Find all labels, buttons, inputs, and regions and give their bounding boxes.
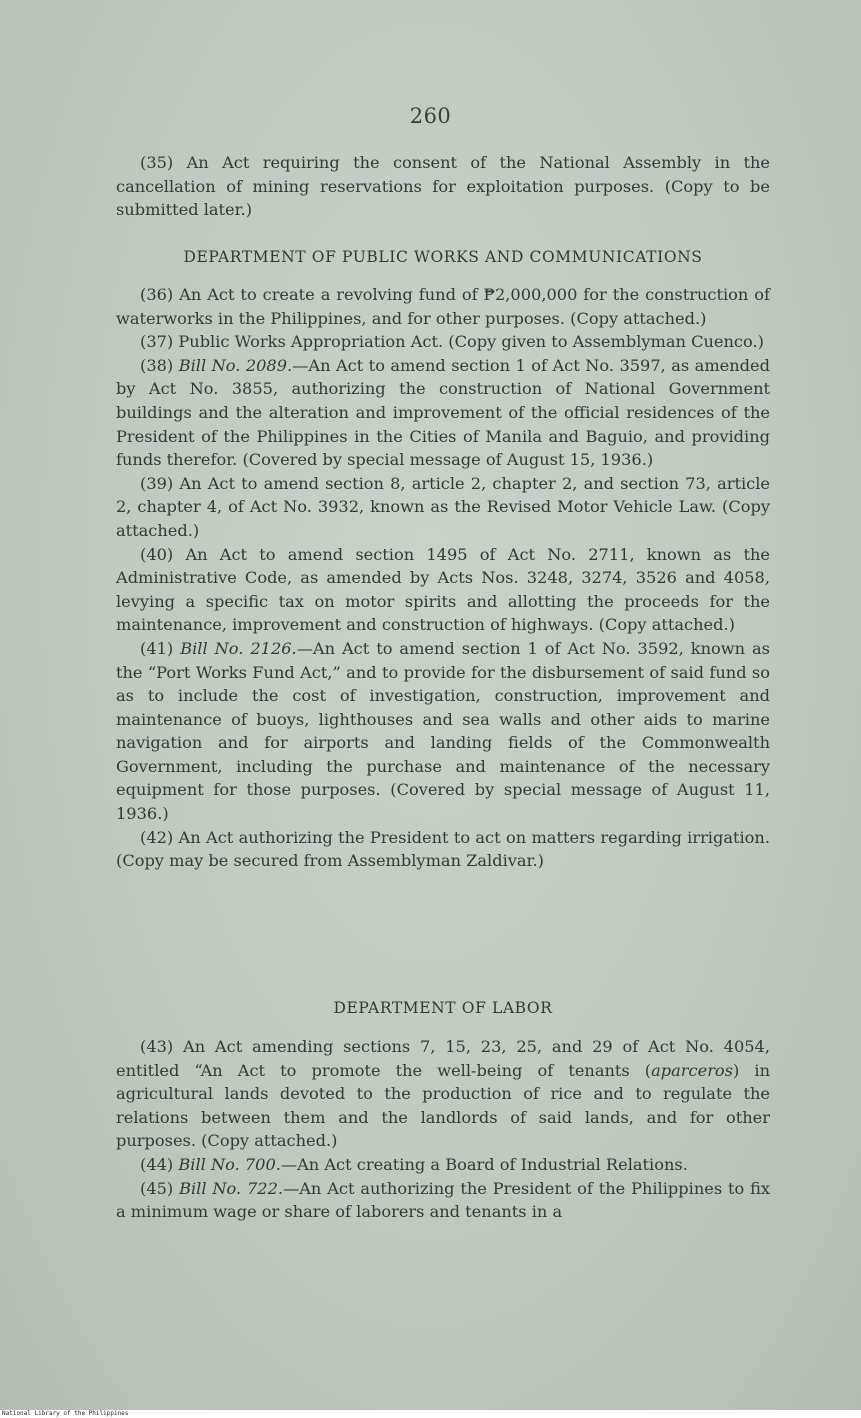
labor-items bbox=[116, 1035, 770, 1224]
library-footer: National Library of the Philippines bbox=[2, 1410, 129, 1417]
item-35-block bbox=[116, 151, 770, 222]
item-38-text: —An Act to amend section 1 of Act No. 3597, as amended by Act No. 3855, authorizing the construction of National Government buildings and the alteration and improvement of the official residences of the President of the Philippines in the Cities of Manila and Baguio, and providing funds therefor. (Covered by special message of August 15, 1936.) bbox=[116, 355, 770, 470]
item-37: (37) Public Works Appropriation Act. (Copy given to Assemblyman Cuenco.) bbox=[140, 332, 764, 352]
item-38-bill: Bill No. 2089. bbox=[178, 355, 293, 375]
item-43-pre: (43) An Act amending sections 7, 15, 23, 25, and 29 of Act No. 4054, entitled “An Act to promote the well-being of tenants ( bbox=[116, 1037, 770, 1080]
item-45-bill: Bill No. 722. bbox=[179, 1178, 284, 1198]
item-38 bbox=[116, 354, 770, 472]
item-44-bill: Bill No. 700. bbox=[178, 1154, 281, 1174]
item-42: (42) An Act authorizing the President to act on matters regarding irrigation. (Copy may be secured from Assemblyman Zaldivar.) bbox=[116, 827, 770, 871]
item-45-number: (45) bbox=[140, 1178, 180, 1198]
heading-labor: DEPARTMENT OF LABOR bbox=[333, 999, 553, 1017]
item-45-text: —An Act authorizing the President of the Philippines to fix a minimum wage or share of laborers and tenants in a bbox=[116, 1178, 771, 1222]
item-45 bbox=[116, 1177, 770, 1224]
item-36: (36) An Act to create a revolving fund of ₱2,000,000 for the construction of waterworks in the Philippines, and for other purposes. (Copy attached.) bbox=[116, 285, 770, 328]
page-number: 260 bbox=[409, 104, 452, 128]
item-43-post: ) in agricultural lands devoted to the production of rice and to regulate the relations between them and the landlords of said lands, and for other purposes. (Copy attached.) bbox=[116, 1060, 770, 1151]
item-41-number: (41) bbox=[140, 638, 181, 658]
item-44-number: (44) bbox=[140, 1154, 179, 1174]
item-43 bbox=[116, 1035, 770, 1153]
item-44 bbox=[116, 1153, 770, 1177]
item-43-italic: aparceros bbox=[651, 1060, 733, 1080]
public-works-items bbox=[116, 283, 770, 873]
item-35: (35) An Act requiring the consent of the National Assembly in the cancellation of mining reservations for exploitation purposes. (Copy to be submitted later.) bbox=[116, 153, 770, 220]
item-38-number: (38) bbox=[140, 355, 179, 375]
item-41-bill: Bill No. 2126. bbox=[180, 638, 297, 658]
item-44-text: —An Act creating a Board of Industrial Relations. bbox=[280, 1154, 688, 1174]
item-41-text: —An Act to amend section 1 of Act No. 3592, known as the “Port Works Fund Act,” and to provide for the disbursement of said fund so as to include the cost of investigation, construction, improvement and maintenance of buoys, lighthouses and sea walls and other aids to marine navigation and for airports and landing fields of the Commonwealth Government, including the purchase and maintenance of the necessary equipment for those purposes. (Covered by special message of August 11, 1936.) bbox=[116, 638, 770, 824]
item-40: (40) An Act to amend section 1495 of Act No. 2711, known as the Administrative Code, as amended by Acts Nos. 3248, 3274, 3526 and 4058, levying a specific tax on motor spirits and allotting the proceeds for the maintenance, improvement and construction of highways. (Copy attached.) bbox=[116, 544, 770, 635]
item-39: (39) An Act to amend section 8, article 2, chapter 2, and section 73, article 2, chapter 4, of Act No. 3932, known as the Revised Motor Vehicle Law. (Copy attached.) bbox=[116, 473, 770, 540]
heading-public-works: DEPARTMENT OF PUBLIC WORKS AND COMMUNICATIONS bbox=[183, 248, 703, 266]
item-41 bbox=[116, 637, 770, 826]
